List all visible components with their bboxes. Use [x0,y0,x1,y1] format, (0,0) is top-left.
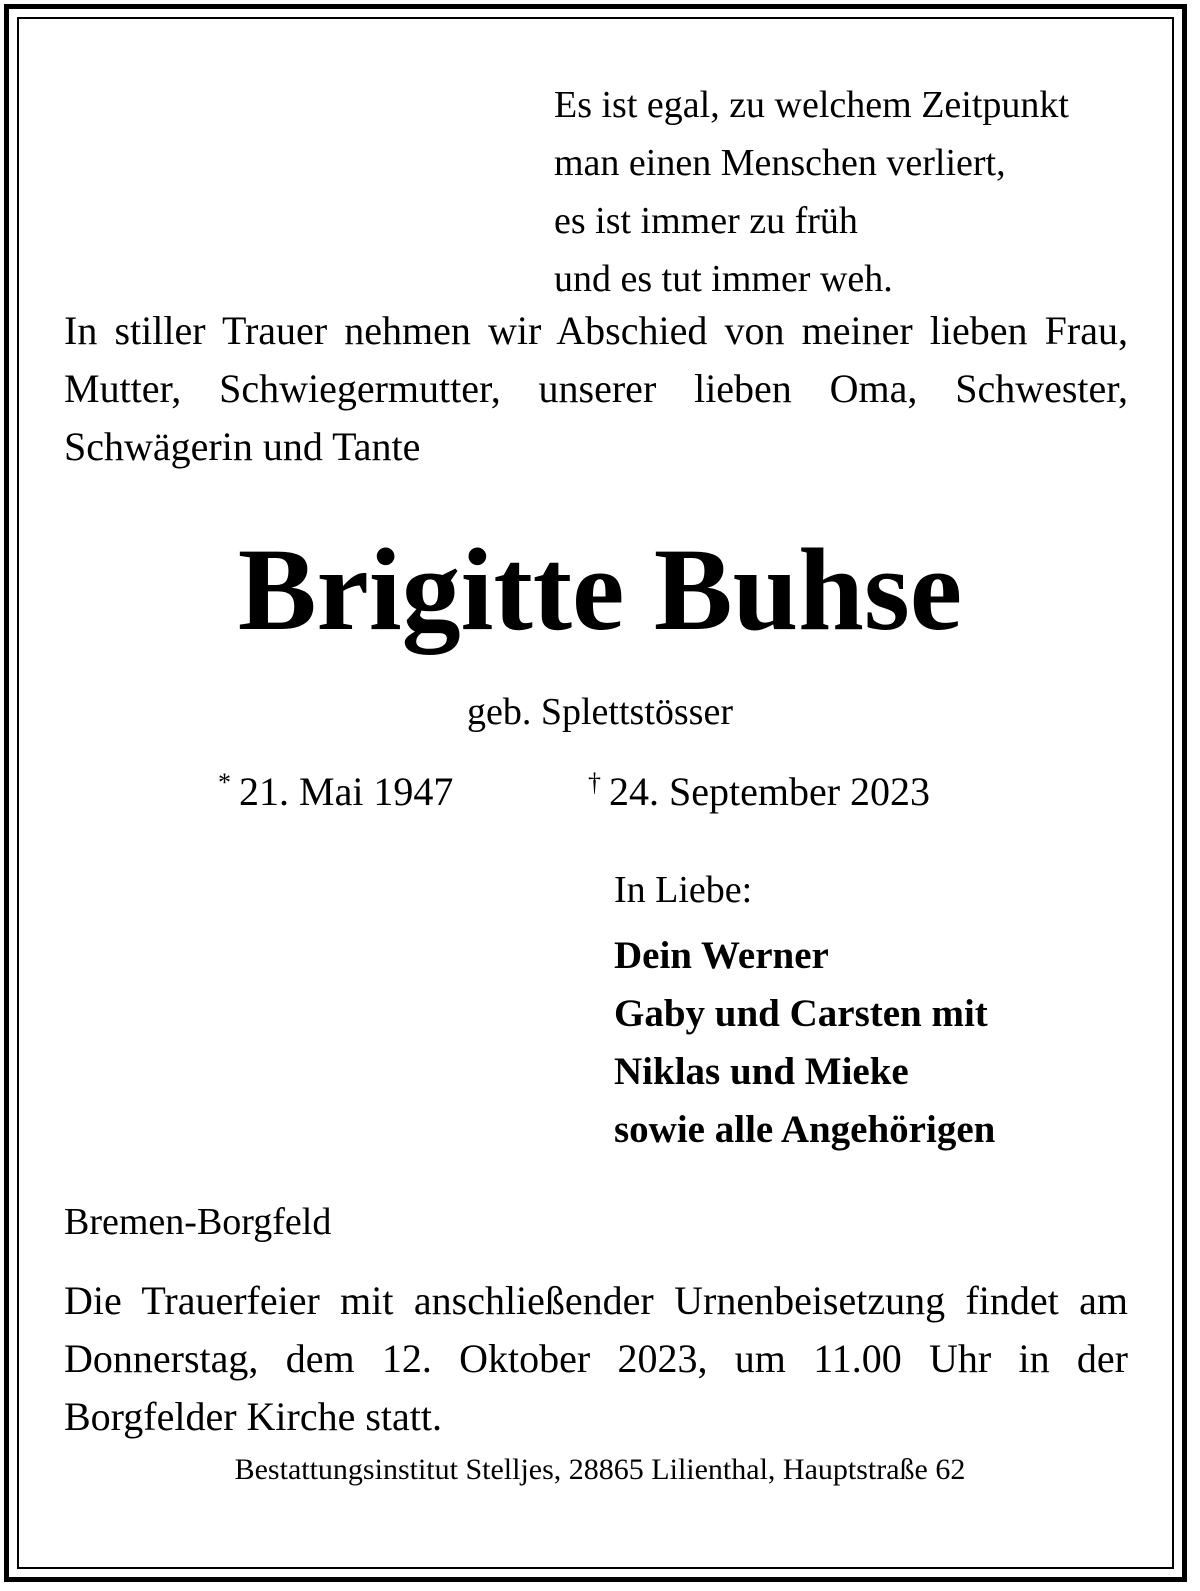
death-symbol: † [588,768,601,797]
quote-line: und es tut immer weh. [554,258,893,300]
birth-symbol: * [218,768,231,797]
mourner-line: sowie alle Angehörigen [614,1108,996,1151]
birth-name: geb. Splettstösser [467,691,733,733]
quote-line: man einen Menschen verliert, [554,142,1006,184]
mourner-line: Dein Werner [614,934,829,977]
mourner-line: Niklas und Mieke [614,1050,909,1093]
death-date: 24. September 2023 [609,769,931,814]
quote-line: es ist immer zu früh [554,200,858,242]
death-date-line [588,758,930,817]
service-info: Die Trauerfeier mit anschließender Urnenbeisetzung findet am Donnerstag, dem 12. Oktober 2023, um 11.00 Uhr in der Borgfelder Kirche statt. [64,1278,1128,1439]
quote-line: Es ist egal, zu welchem Zeitpunkt [554,84,1069,126]
funeral-home: Bestattungsinstitut Stelljes, 28865 Lilienthal, Hauptstraße 62 [234,1453,966,1486]
deceased-name: Brigitte Buhse [237,524,963,655]
place: Bremen-Borgfeld [64,1201,332,1243]
mourner-line: Gaby und Carsten mit [614,992,988,1035]
quote [554,76,1069,308]
mourners-label: In Liebe: [614,869,753,911]
birth-date: 21. Mai 1947 [239,769,454,814]
birth-date-line [218,758,453,817]
intro-text: In stiller Trauer nehmen wir Abschied von meiner lieben Frau, Mutter, Schwiegermutter, unserer lieben Oma, Schwester, Schwägerin und Tante [64,308,1128,469]
mourners-list [614,927,995,1159]
